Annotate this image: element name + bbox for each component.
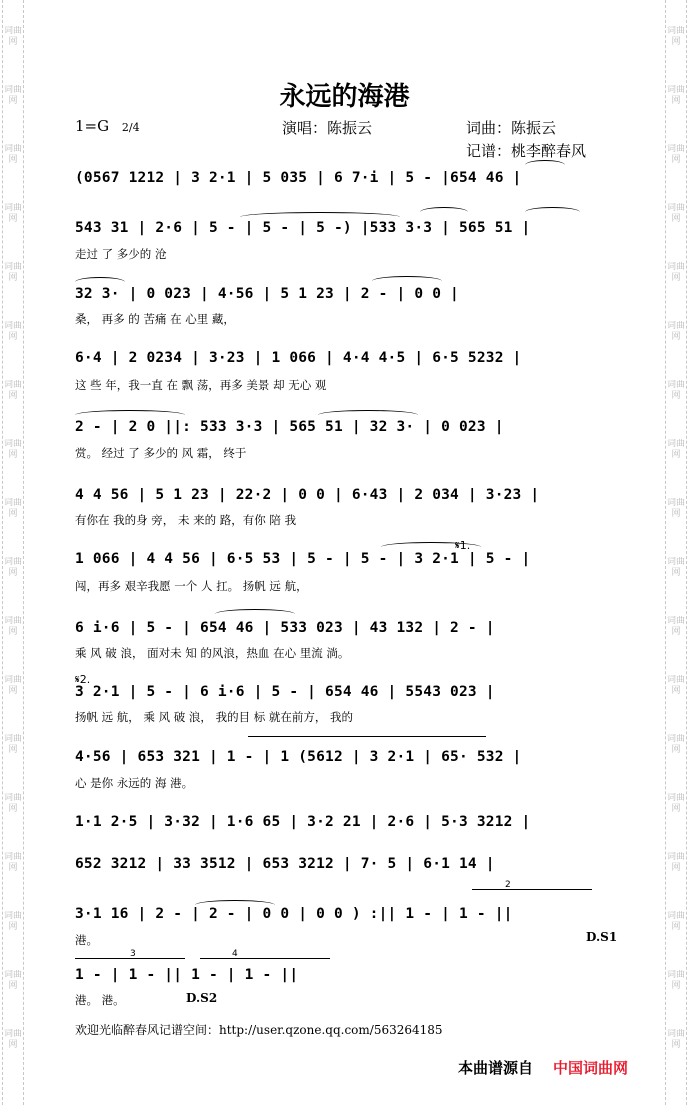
slur-mark [75, 277, 125, 287]
slur-mark [318, 410, 418, 420]
slur-mark [372, 276, 442, 286]
watermark-text: 词曲网 [3, 144, 22, 165]
watermark-text: 词曲网 [666, 26, 685, 47]
notation-line-3: 32 3· | 0 023 | 4·56 | 5 1 23 | 2 - | 0 0 | [75, 286, 459, 302]
lyric-line-14: 港。 港。 [75, 993, 125, 1007]
volta-number: 2 [505, 880, 511, 890]
lyric-line-8: 乘 风 破 浪， 面对未 知 的风浪，热血 在心 里流 淌。 [75, 646, 350, 660]
volta-number: 4 [232, 949, 238, 959]
watermark-text: 词曲网 [666, 85, 685, 106]
watermark-text: 词曲网 [3, 85, 22, 106]
volta-number: 3 [130, 949, 136, 959]
watermark-text: 词曲网 [3, 380, 22, 401]
lyric-line-4: 这 些 年，我一直 在 飘 荡，再多 美景 却 无心 观 [75, 378, 327, 392]
singer-credit: 演唱：陈振云 [282, 119, 373, 137]
watermark-text: 词曲网 [3, 970, 22, 991]
watermark-text: 词曲网 [666, 144, 685, 165]
watermark-text: 词曲网 [666, 970, 685, 991]
watermark-text: 词曲网 [666, 262, 685, 283]
lyric-line-3: 桑， 再多 的 苦痛 在 心里 藏， [75, 312, 235, 326]
song-title: 永远的海港 [279, 82, 410, 112]
watermark-text: 词曲网 [3, 1029, 22, 1050]
watermark-text: 词曲网 [666, 852, 685, 873]
lyric-line-9: 扬帆 远 航， 乘 风 破 浪， 我的目 标 就在前方， 我的 [75, 710, 354, 724]
notation-line-8: 6 i·6 | 5 - | 654 46 | 533 023 | 43 132 | 2 - | [75, 620, 495, 636]
watermark-text: 词曲网 [3, 26, 22, 47]
notation-line-13: 3·1 16 | 2 - | 2 - | 0 0 | 0 0 ) :|| 1 - | 1 - || [75, 906, 513, 922]
watermark-text: 词曲网 [3, 675, 22, 696]
watermark-text: 词曲网 [666, 321, 685, 342]
lyric-line-10: 心 是你 永远的 海 港。 [75, 776, 194, 790]
watermark-text: 词曲网 [666, 616, 685, 637]
notation-line-12: 652 3212 | 33 3512 | 653 3212 | 7· 5 | 6·1 14 | [75, 856, 495, 872]
notation-line-9: 3 2·1 | 5 - | 6 i·6 | 5 - | 654 46 | 5543 023 | [75, 684, 495, 700]
volta-bracket [472, 889, 592, 890]
slur-mark [525, 160, 565, 170]
notation-line-10: 4·56 | 653 321 | 1 - | 1 (5612 | 3 2·1 | 65· 532 | [75, 749, 522, 765]
slur-mark [195, 900, 275, 910]
notation-line-7: 1 066 | 4 4 56 | 6·5 53 | 5 - | 5 - | 3 2·1 | 5 - | [75, 551, 531, 567]
watermark-text: 词曲网 [3, 439, 22, 460]
lyricist-composer-credit: 词曲：陈振云 [466, 119, 557, 137]
notation-line-6: 4 4 56 | 5 1 23 | 22·2 | 0 0 | 6·43 | 2 034 | 3·23 | [75, 487, 540, 503]
slur-mark [240, 212, 400, 222]
watermark-text: 词曲网 [3, 911, 22, 932]
volta-bracket [248, 736, 486, 737]
watermark-text: 词曲网 [3, 498, 22, 519]
lyric-line-7: 闯，再多 艰辛我愿 一个 人 扛。 扬帆 远 航， [75, 579, 308, 593]
lyric-line-13: 港。 [75, 933, 98, 947]
watermark-text: 词曲网 [666, 675, 685, 696]
watermark-text: 词曲网 [666, 557, 685, 578]
watermark-text: 词曲网 [666, 203, 685, 224]
watermark-text: 词曲网 [3, 557, 22, 578]
watermark-text: 词曲网 [3, 734, 22, 755]
segno-1-mark: 𝄋1. [455, 539, 471, 552]
notation-line-4: 6·4 | 2 0234 | 3·23 | 1 066 | 4·4 4·5 | 6·5 5232 | [75, 350, 522, 366]
transcriber-url: 欢迎光临醉春风记谱空间：http://user.qzone.qq.com/563264185 [75, 1023, 443, 1037]
watermark-text: 词曲网 [3, 321, 22, 342]
lyric-line-5: 赏。 经过 了 多少的 风 霜， 终于 [75, 446, 247, 460]
watermark-text: 词曲网 [3, 616, 22, 637]
slur-mark [420, 207, 468, 217]
watermark-text: 词曲网 [3, 262, 22, 283]
key-label: 1=G [75, 117, 110, 135]
lyric-line-6: 有你在 我的身 旁， 未 来的 路，有你 陪 我 [75, 513, 297, 527]
ds1-mark: D.S1 [586, 930, 618, 944]
source-site: 中国词曲网 [553, 1059, 629, 1077]
volta-bracket [200, 958, 330, 959]
watermark-text: 词曲网 [666, 498, 685, 519]
slur-mark [525, 207, 580, 217]
watermark-text: 词曲网 [3, 203, 22, 224]
slur-mark [215, 609, 295, 619]
notation-line-11: 1·1 2·5 | 3·32 | 1·6 65 | 3·2 21 | 2·6 | 5·3 3212 | [75, 814, 531, 830]
ds2-mark: D.S2 [186, 991, 218, 1005]
watermark-text: 词曲网 [3, 852, 22, 873]
watermark-text: 词曲网 [666, 1029, 685, 1050]
source-label: 本曲谱源自 [458, 1059, 534, 1077]
segno-2-mark: 𝄋2. [75, 673, 91, 686]
watermark-text: 词曲网 [666, 793, 685, 814]
notation-line-1: (0567 1212 | 3 2·1 | 5 035 | 6 7·i | 5 - |654 46 | [75, 170, 522, 186]
slur-mark [75, 410, 185, 420]
transcriber-credit: 记谱：桃李醉春风 [466, 142, 587, 160]
notation-line-14: 1 - | 1 - || 1 - | 1 - || [75, 967, 299, 983]
watermark-text: 词曲网 [666, 911, 685, 932]
notation-line-2: 543 31 | 2·6 | 5 - | 5 - | 5 -) |533 3·3 | 565 51 | [75, 220, 531, 236]
time-signature: 2/4 [121, 121, 140, 134]
source-credit [458, 1057, 628, 1078]
lyric-line-2: 走过 了 多少的 沧 [75, 247, 167, 261]
watermark-text: 词曲网 [666, 734, 685, 755]
watermark-text: 词曲网 [666, 380, 685, 401]
watermark-text: 词曲网 [666, 439, 685, 460]
notation-line-5: 2 - | 2 0 ||: 533 3·3 | 565 51 | 32 3· | 0 023 | [75, 419, 504, 435]
watermark-text: 词曲网 [3, 793, 22, 814]
